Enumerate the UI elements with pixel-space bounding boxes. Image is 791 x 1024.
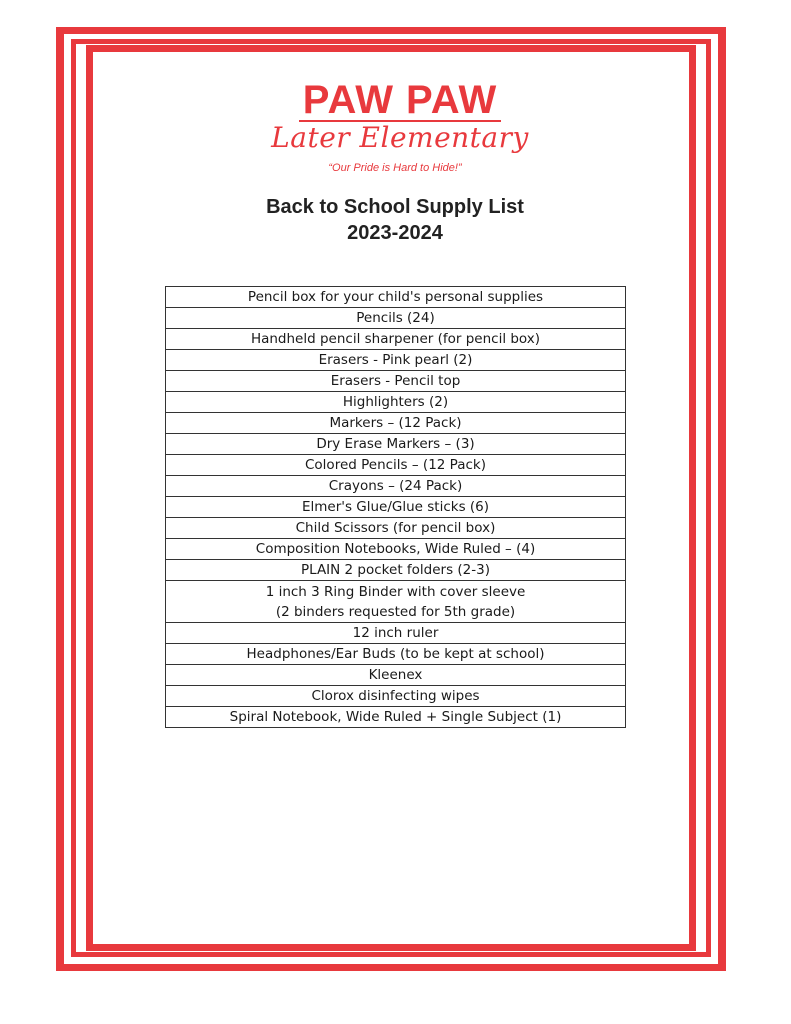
table-row <box>166 581 626 623</box>
supply-item: Markers – (12 Pack) <box>166 413 626 434</box>
supply-list-table <box>165 286 626 728</box>
table-row <box>166 644 626 665</box>
supply-item: Erasers - Pink pearl (2) <box>166 350 626 371</box>
school-name-primary: PAW PAW <box>299 80 501 122</box>
table-row <box>166 350 626 371</box>
supply-item: Clorox disinfecting wipes <box>166 686 626 707</box>
supply-item-line: (2 binders requested for 5th grade) <box>275 603 516 620</box>
outer-border-bottom <box>56 964 726 971</box>
supply-item: Child Scissors (for pencil box) <box>166 518 626 539</box>
table-row <box>166 371 626 392</box>
supply-item: Crayons – (24 Pack) <box>166 476 626 497</box>
school-logo <box>250 80 550 154</box>
school-year: 2023-2024 <box>347 222 443 244</box>
school-name-secondary: Later Elementary <box>271 121 529 154</box>
table-row <box>166 665 626 686</box>
page-heading <box>195 194 595 246</box>
supply-item: Spiral Notebook, Wide Ruled + Single Subject (1) <box>166 707 626 728</box>
supply-item: Handheld pencil sharpener (for pencil box) <box>166 329 626 350</box>
supply-item: PLAIN 2 pocket folders (2-3) <box>166 560 626 581</box>
supply-item: Erasers - Pencil top <box>166 371 626 392</box>
table-row <box>166 287 626 308</box>
supply-item: Composition Notebooks, Wide Ruled – (4) <box>166 539 626 560</box>
table-row <box>166 413 626 434</box>
supply-item-binder <box>166 581 626 623</box>
table-row <box>166 686 626 707</box>
table-row <box>166 539 626 560</box>
table-row <box>166 707 626 728</box>
table-row <box>166 497 626 518</box>
table-row <box>166 560 626 581</box>
supply-item: Dry Erase Markers – (3) <box>166 434 626 455</box>
table-row <box>166 392 626 413</box>
table-row <box>166 476 626 497</box>
supply-item: Pencil box for your child's personal supplies <box>166 287 626 308</box>
supply-item: Highlighters (2) <box>166 392 626 413</box>
supply-item: Headphones/Ear Buds (to be kept at school) <box>166 644 626 665</box>
supply-item: Pencils (24) <box>166 308 626 329</box>
table-row <box>166 518 626 539</box>
supply-item-line: 1 inch 3 Ring Binder with cover sleeve <box>265 583 526 600</box>
table-row <box>166 623 626 644</box>
page-title: Back to School Supply List <box>266 196 524 218</box>
supply-item: Colored Pencils – (12 Pack) <box>166 455 626 476</box>
table-row <box>166 434 626 455</box>
table-row <box>166 329 626 350</box>
school-motto: “Our Pride is Hard to Hide!” <box>328 162 462 174</box>
supply-item: 12 inch ruler <box>166 623 626 644</box>
supply-item: Elmer's Glue/Glue sticks (6) <box>166 497 626 518</box>
table-row <box>166 455 626 476</box>
supply-item: Kleenex <box>166 665 626 686</box>
table-row <box>166 308 626 329</box>
